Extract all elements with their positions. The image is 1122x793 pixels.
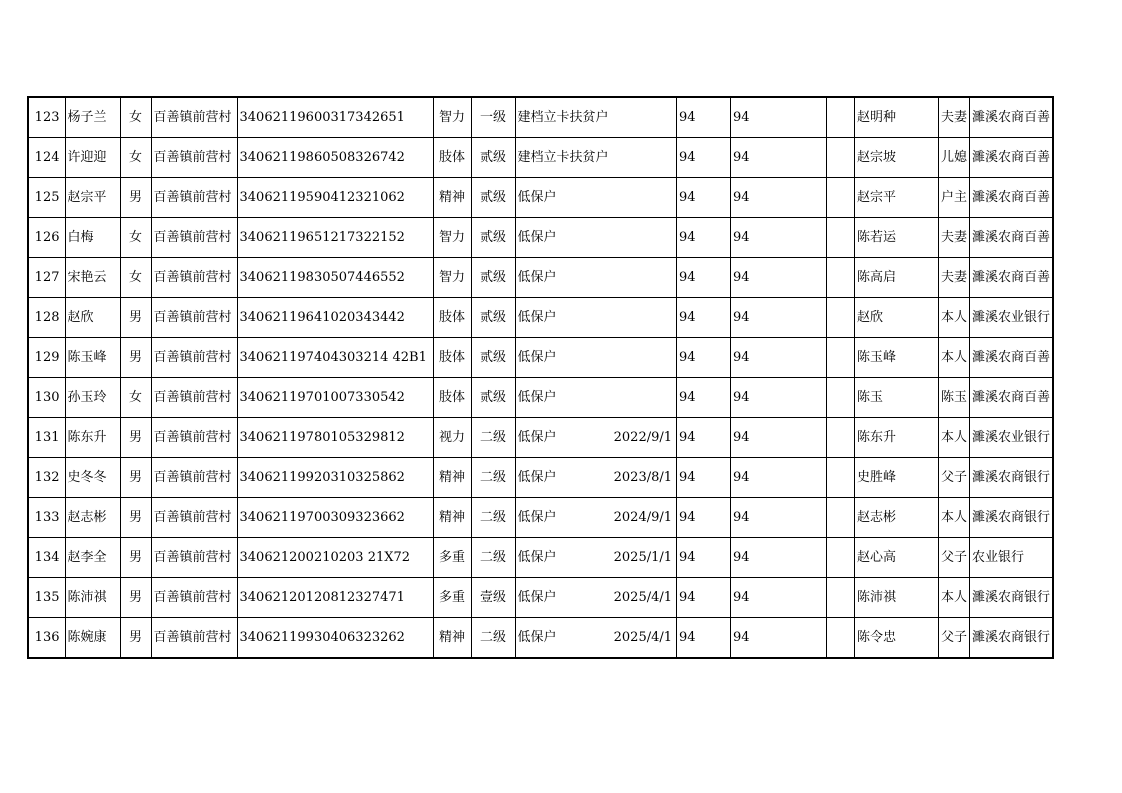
relationship-cell: 父子 [939,538,970,578]
relationship-cell: 本人 [939,298,970,338]
sex-cell: 男 [120,298,151,338]
date-cell [611,378,677,418]
name-cell: 赵李全 [65,538,120,578]
payee-name-cell: 陈若运 [855,218,939,258]
amount-total-cell: 94 [731,538,827,578]
table-row [28,258,1053,298]
sex-cell: 女 [120,138,151,178]
serial-number-cell: 123 [28,97,65,138]
address-cell: 百善镇前营村 [151,418,237,458]
disability-type-cell: 智力 [433,258,471,298]
address-cell: 百善镇前营村 [151,378,237,418]
remark-cell [827,138,855,178]
disability-type-cell: 多重 [433,578,471,618]
disability-grade-cell: 二级 [471,538,515,578]
bank-cell: 濉溪农商银行 [970,578,1054,618]
serial-number-cell: 136 [28,618,65,659]
bank-cell: 濉溪农商百善 [970,97,1054,138]
id-number-cell: 34062119701007330542 [237,378,433,418]
payee-name-cell: 赵明种 [855,97,939,138]
bank-cell: 濉溪农商百善 [970,378,1054,418]
table-row [28,138,1053,178]
date-cell [611,138,677,178]
amount-total-cell: 94 [731,97,827,138]
sex-cell: 男 [120,418,151,458]
bank-cell: 农业银行 [970,538,1054,578]
payee-name-cell: 陈玉峰 [855,338,939,378]
disability-grade-cell: 贰级 [471,338,515,378]
id-number-cell: 34062119651217322152 [237,218,433,258]
id-number-cell: 34062119600317342651 [237,97,433,138]
bank-cell: 濉溪农商百善 [970,178,1054,218]
category-cell: 建档立卡扶贫户 [515,138,611,178]
disability-grade-cell: 贰级 [471,298,515,338]
disability-type-cell: 多重 [433,538,471,578]
amount-total-cell: 94 [731,498,827,538]
amount-cell: 94 [677,258,731,298]
payee-name-cell: 陈令忠 [855,618,939,659]
serial-number-cell: 134 [28,538,65,578]
sex-cell: 男 [120,458,151,498]
id-number-cell: 340621200210203 21X72 [237,538,433,578]
amount-cell: 94 [677,378,731,418]
disability-grade-cell: 贰级 [471,378,515,418]
amount-total-cell: 94 [731,578,827,618]
category-cell: 低保户 [515,578,611,618]
id-number-cell: 34062119641020343442 [237,298,433,338]
id-number-cell: 34062119930406323262 [237,618,433,659]
relationship-cell: 本人 [939,338,970,378]
disability-type-cell: 精神 [433,458,471,498]
serial-number-cell: 135 [28,578,65,618]
amount-cell: 94 [677,618,731,659]
bank-cell: 濉溪农业银行 [970,418,1054,458]
serial-number-cell: 131 [28,418,65,458]
amount-total-cell: 94 [731,178,827,218]
amount-cell: 94 [677,538,731,578]
payee-name-cell: 陈沛祺 [855,578,939,618]
disability-grade-cell: 二级 [471,618,515,659]
address-cell: 百善镇前营村 [151,97,237,138]
category-cell: 低保户 [515,538,611,578]
serial-number-cell: 125 [28,178,65,218]
payee-name-cell: 赵心高 [855,538,939,578]
relationship-cell: 父子 [939,458,970,498]
table-row [28,418,1053,458]
amount-cell: 94 [677,578,731,618]
relationship-cell: 本人 [939,498,970,538]
category-cell: 低保户 [515,378,611,418]
id-number-cell: 34062120120812327471 [237,578,433,618]
payee-name-cell: 陈玉 [855,378,939,418]
bank-cell: 濉溪农业银行 [970,298,1054,338]
address-cell: 百善镇前营村 [151,178,237,218]
id-number-cell: 34062119700309323662 [237,498,433,538]
category-cell: 低保户 [515,418,611,458]
id-number-cell: 34062119590412321062 [237,178,433,218]
address-cell: 百善镇前营村 [151,538,237,578]
amount-total-cell: 94 [731,338,827,378]
amount-total-cell: 94 [731,378,827,418]
sex-cell: 男 [120,338,151,378]
name-cell: 史冬冬 [65,458,120,498]
address-cell: 百善镇前营村 [151,258,237,298]
table-row [28,498,1053,538]
relationship-cell: 本人 [939,578,970,618]
category-cell: 低保户 [515,298,611,338]
disability-grade-cell: 二级 [471,498,515,538]
sex-cell: 女 [120,378,151,418]
serial-number-cell: 127 [28,258,65,298]
address-cell: 百善镇前营村 [151,618,237,659]
date-cell: 2025/4/1 [611,618,677,659]
amount-total-cell: 94 [731,458,827,498]
table-row [28,218,1053,258]
relationship-cell: 儿媳 [939,138,970,178]
date-cell: 2024/9/1 [611,498,677,538]
sex-cell: 女 [120,218,151,258]
remark-cell [827,418,855,458]
table-row [28,538,1053,578]
amount-cell: 94 [677,138,731,178]
disability-type-cell: 肢体 [433,378,471,418]
amount-cell: 94 [677,218,731,258]
disability-grade-cell: 二级 [471,458,515,498]
amount-cell: 94 [677,418,731,458]
amount-total-cell: 94 [731,618,827,659]
amount-cell: 94 [677,97,731,138]
serial-number-cell: 126 [28,218,65,258]
disability-type-cell: 精神 [433,618,471,659]
id-number-cell: 34062119780105329812 [237,418,433,458]
table-row [28,458,1053,498]
relationship-cell: 夫妻 [939,218,970,258]
bank-cell: 濉溪农商百善 [970,258,1054,298]
name-cell: 许迎迎 [65,138,120,178]
disability-type-cell: 肢体 [433,338,471,378]
payee-name-cell: 赵志彬 [855,498,939,538]
sex-cell: 男 [120,498,151,538]
date-cell: 2025/4/1 [611,578,677,618]
remark-cell [827,378,855,418]
name-cell: 赵宗平 [65,178,120,218]
category-cell: 低保户 [515,338,611,378]
relationship-cell: 户主 [939,178,970,218]
amount-cell: 94 [677,458,731,498]
remark-cell [827,218,855,258]
address-cell: 百善镇前营村 [151,458,237,498]
bank-cell: 濉溪农商银行 [970,458,1054,498]
id-number-cell: 340621197404303214 42B1 [237,338,433,378]
address-cell: 百善镇前营村 [151,338,237,378]
remark-cell [827,618,855,659]
disability-grade-cell: 贰级 [471,258,515,298]
sex-cell: 女 [120,258,151,298]
remark-cell [827,538,855,578]
sex-cell: 男 [120,538,151,578]
category-cell: 低保户 [515,498,611,538]
serial-number-cell: 132 [28,458,65,498]
sex-cell: 男 [120,178,151,218]
relationship-cell: 夫妻 [939,258,970,298]
name-cell: 赵志彬 [65,498,120,538]
name-cell: 杨子兰 [65,97,120,138]
serial-number-cell: 128 [28,298,65,338]
table-row [28,338,1053,378]
serial-number-cell: 124 [28,138,65,178]
bank-cell: 濉溪农商百善 [970,138,1054,178]
serial-number-cell: 129 [28,338,65,378]
category-cell: 低保户 [515,218,611,258]
disability-grade-cell: 贰级 [471,178,515,218]
disability-type-cell: 肢体 [433,298,471,338]
relationship-cell: 父子 [939,618,970,659]
amount-total-cell: 94 [731,138,827,178]
disability-grade-cell: 壹级 [471,578,515,618]
data-table [27,96,1054,659]
sex-cell: 女 [120,97,151,138]
table-row [28,298,1053,338]
disability-type-cell: 视力 [433,418,471,458]
date-cell [611,97,677,138]
name-cell: 陈东升 [65,418,120,458]
date-cell [611,218,677,258]
bank-cell: 濉溪农商百善 [970,218,1054,258]
date-cell: 2025/1/1 [611,538,677,578]
name-cell: 陈玉峰 [65,338,120,378]
category-cell: 建档立卡扶贫户 [515,97,611,138]
remark-cell [827,498,855,538]
disability-grade-cell: 贰级 [471,138,515,178]
bank-cell: 濉溪农商百善 [970,338,1054,378]
relationship-cell: 陈玉 [939,378,970,418]
date-cell: 2023/8/1 [611,458,677,498]
payee-name-cell: 陈东升 [855,418,939,458]
table-body [28,97,1053,658]
name-cell: 宋艳云 [65,258,120,298]
serial-number-cell: 133 [28,498,65,538]
address-cell: 百善镇前营村 [151,578,237,618]
disability-grade-cell: 二级 [471,418,515,458]
table-row [28,97,1053,138]
category-cell: 低保户 [515,618,611,659]
category-cell: 低保户 [515,178,611,218]
amount-total-cell: 94 [731,418,827,458]
remark-cell [827,178,855,218]
date-cell [611,178,677,218]
amount-cell: 94 [677,178,731,218]
date-cell [611,258,677,298]
category-cell: 低保户 [515,258,611,298]
disability-grade-cell: 贰级 [471,218,515,258]
disability-type-cell: 精神 [433,498,471,538]
remark-cell [827,338,855,378]
payee-name-cell: 赵宗平 [855,178,939,218]
address-cell: 百善镇前营村 [151,138,237,178]
bank-cell: 濉溪农商银行 [970,498,1054,538]
id-number-cell: 34062119830507446552 [237,258,433,298]
id-number-cell: 34062119860508326742 [237,138,433,178]
remark-cell [827,578,855,618]
disability-type-cell: 智力 [433,97,471,138]
amount-cell: 94 [677,498,731,538]
amount-total-cell: 94 [731,218,827,258]
remark-cell [827,458,855,498]
amount-cell: 94 [677,338,731,378]
disability-type-cell: 精神 [433,178,471,218]
address-cell: 百善镇前营村 [151,218,237,258]
name-cell: 赵欣 [65,298,120,338]
payee-name-cell: 赵宗坡 [855,138,939,178]
table-row [28,618,1053,659]
amount-total-cell: 94 [731,258,827,298]
address-cell: 百善镇前营村 [151,298,237,338]
date-cell [611,338,677,378]
disability-type-cell: 智力 [433,218,471,258]
address-cell: 百善镇前营村 [151,498,237,538]
payee-name-cell: 赵欣 [855,298,939,338]
bank-cell: 濉溪农商银行 [970,618,1054,659]
amount-cell: 94 [677,298,731,338]
remark-cell [827,97,855,138]
date-cell [611,298,677,338]
table-row [28,578,1053,618]
name-cell: 孙玉玲 [65,378,120,418]
name-cell: 白梅 [65,218,120,258]
disability-grade-cell: 一级 [471,97,515,138]
category-cell: 低保户 [515,458,611,498]
id-number-cell: 34062119920310325862 [237,458,433,498]
table-row [28,178,1053,218]
name-cell: 陈婉康 [65,618,120,659]
relationship-cell: 本人 [939,418,970,458]
serial-number-cell: 130 [28,378,65,418]
relationship-cell: 夫妻 [939,97,970,138]
name-cell: 陈沛祺 [65,578,120,618]
payee-name-cell: 史胜峰 [855,458,939,498]
sex-cell: 男 [120,618,151,659]
disability-type-cell: 肢体 [433,138,471,178]
date-cell: 2022/9/1 [611,418,677,458]
table-row [28,378,1053,418]
sex-cell: 男 [120,578,151,618]
amount-total-cell: 94 [731,298,827,338]
remark-cell [827,258,855,298]
payee-name-cell: 陈高启 [855,258,939,298]
remark-cell [827,298,855,338]
